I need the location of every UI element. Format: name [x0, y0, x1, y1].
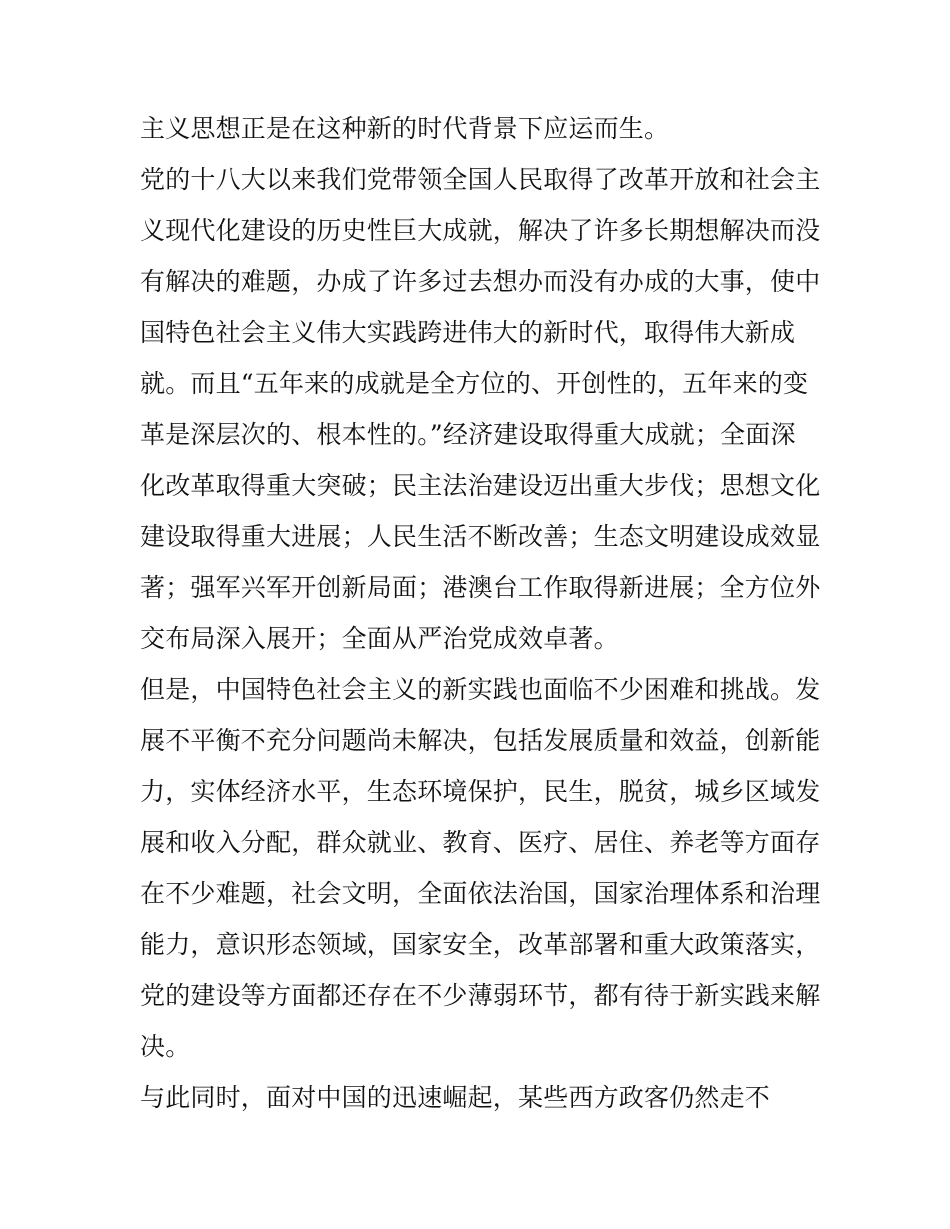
text-line: 党的建设等方面都还存在不少薄弱环节，都有待于新实践来解 [140, 981, 820, 1010]
text-line: 化改革取得重大突破；民主法治建设迈出重大步伐；思想文化 [140, 471, 820, 500]
text-line: 国特色社会主义伟大实践跨进伟大的新时代，取得伟大新成 [140, 318, 796, 347]
text-line: 展不平衡不充分问题尚未解决，包括发展质量和效益，创新能 [140, 726, 820, 755]
text-line: 党的十八大以来我们党带领全国人民取得了改革开放和社会主 [140, 165, 820, 194]
body-text [140, 103, 820, 1123]
text-line: 主义思想正是在这种新的时代背景下应运而生。 [140, 114, 670, 143]
text-line: 决。 [140, 1032, 191, 1061]
text-line: 著；强军兴军开创新局面；港澳台工作取得新进展；全方位外 [140, 573, 820, 602]
text-line: 但是，中国特色社会主义的新实践也面临不少困难和挑战。发 [140, 675, 820, 704]
text-line: 义现代化建设的历史性巨大成就，解决了许多长期想解决而没 [140, 216, 820, 245]
text-line: 与此同时，面对中国的迅速崛起，某些西方政客仍然走不 [140, 1083, 771, 1112]
text-line: 在不少难题，社会文明，全面依法治国，国家治理体系和治理 [140, 879, 820, 908]
text-line: 展和收入分配，群众就业、教育、医疗、居住、养老等方面存 [140, 828, 820, 857]
text-line: 就。而且“五年来的成就是全方位的、开创性的，五年来的变 [140, 369, 809, 398]
text-line: 交布局深入展开；全面从严治党成效卓著。 [140, 624, 619, 653]
text-line: 有解决的难题，办成了许多过去想办而没有办成的大事，使中 [140, 267, 820, 296]
text-line: 能力，意识形态领域，国家安全，改革部署和重大政策落实， [140, 930, 820, 959]
text-line: 建设取得重大进展；人民生活不断改善；生态文明建设成效显 [140, 522, 820, 551]
text-line: 革是深层次的、根本性的。”经济建设取得重大成就；全面深 [140, 420, 796, 449]
text-line: 力，实体经济水平，生态环境保护，民生，脱贫，城乡区域发 [140, 777, 820, 806]
